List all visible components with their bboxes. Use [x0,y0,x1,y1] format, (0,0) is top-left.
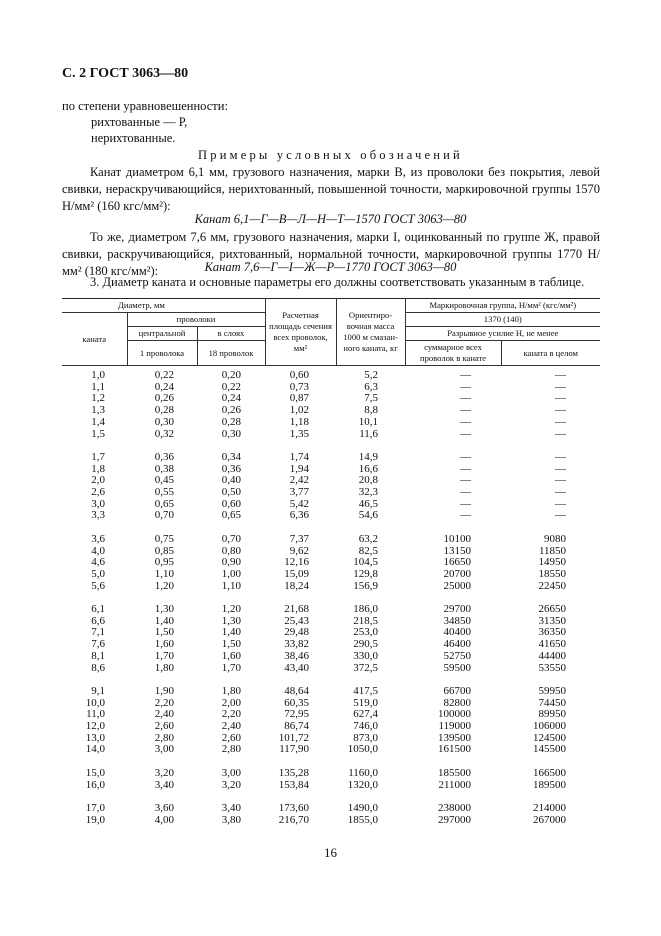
table-cell: 186,0 [353,603,379,616]
table-cell: 1,90 [154,684,174,697]
table-cell: 153,84 [278,778,310,791]
table-cell: 0,24 [221,392,242,405]
table-cell: 16,6 [358,462,379,475]
table-cell: 1490,0 [347,801,379,814]
table-cell: 135,28 [278,766,310,779]
table-cell: 82,5 [358,544,379,557]
table-row [62,417,600,429]
table-cell: — [555,486,567,499]
table-row [62,651,600,663]
table-cell: 5,2 [364,369,379,381]
table-cell: 129,8 [353,567,379,580]
table-row [62,768,600,780]
table-cell: 29,48 [284,626,310,639]
table-cell: 1160,0 [348,766,379,779]
table-row [62,452,600,464]
table-cell: 1,74 [289,450,310,463]
table-cell: 1,3 [91,404,105,417]
table-cell: 1,02 [289,404,310,417]
table-cell: 1,20 [154,579,174,592]
table-cell: 3,20 [154,766,174,779]
table-cell: 25000 [443,579,472,592]
group-value-header: 1370 (140) [405,313,600,327]
table-cell: 1,60 [221,649,242,662]
table-cell: 11850 [538,544,567,557]
breaking-force-header: Разрывное усилие Н, не менее [405,327,600,341]
table-row [62,464,600,476]
table-cell: 72,95 [284,708,310,721]
table-cell: 20700 [443,567,472,580]
table-cell: 1,50 [221,638,242,651]
table-cell: 1,10 [154,567,174,580]
table-cell: 156,9 [353,579,379,592]
table-row [62,557,600,569]
table-cell: 0,95 [154,556,174,569]
table-cell: 59500 [443,661,472,674]
table-cell: 82800 [443,696,472,709]
table-cell: 8,6 [91,661,105,674]
table-row [62,744,600,756]
table-cell: 15,09 [284,567,310,580]
area-header: Расчетная площадь сечения всех проволок, мм² [265,299,336,366]
table-row [62,733,600,745]
table-cell: 4,6 [91,556,105,569]
group-spacer [62,756,600,768]
page-number: 16 [324,845,337,860]
table-cell: 124500 [533,731,567,744]
table-cell: 29700 [443,603,472,616]
table-cell: 3,40 [154,778,174,791]
table-cell: 185500 [438,766,472,779]
table-row [62,487,600,499]
table-cell: 4,0 [91,544,105,557]
table-row [62,581,600,593]
table-cell: 253,0 [353,626,379,639]
table-cell: 746,0 [353,720,379,733]
table-cell: 1,00 [221,567,242,580]
table-cell: 2,20 [221,708,242,721]
table-cell: 12,16 [284,556,310,569]
group-spacer [62,791,600,803]
table-cell: 3,40 [221,801,242,814]
table-cell: 211000 [438,778,472,791]
table-cell: 214000 [533,801,567,814]
rope-diameter-header: каната [62,313,127,366]
table-cell: 44400 [538,649,567,662]
table-row [62,534,600,546]
table-cell: 5,42 [289,497,310,510]
table-cell: 519,0 [353,696,379,709]
table-cell: 166500 [533,766,567,779]
table-cell: 0,30 [221,427,242,440]
table-row [62,382,600,394]
rope-parameters-table [62,298,600,826]
table-row [62,405,600,417]
example-1-designation: Канат 6,1—Г—В—Л—Н—Т—1570 ГОСТ 3063—80 [194,212,467,226]
table-cell: 1,30 [154,603,174,616]
table-cell: 31350 [538,614,567,627]
table-cell: 104,5 [353,556,379,569]
table-cell: 1,35 [289,427,310,440]
table-cell: 0,73 [289,380,310,393]
table-cell: 1855,0 [347,813,379,826]
table-cell: 0,55 [154,486,174,499]
table-cell: 2,42 [289,474,310,487]
group-spacer [62,592,600,604]
table-cell: 2,20 [154,696,174,709]
table-cell: 41650 [538,638,567,651]
table-cell: 290,5 [353,638,379,651]
table-cell: 1,2 [91,392,105,405]
table-cell: 40400 [443,626,472,639]
table-cell: 1,8 [91,462,105,475]
table-cell: 19,0 [85,813,105,826]
table-cell: 7,1 [91,626,105,639]
one-wire-header: 1 проволока [127,341,197,366]
table-cell: 0,28 [221,415,242,428]
table-cell: 0,80 [221,544,242,557]
table-cell: 2,40 [221,720,242,733]
layer-wires-header: в слоях [197,327,265,341]
total-wires-force-header: суммарное всех проволок в канате [405,341,501,366]
table-cell: 161500 [438,743,472,756]
table-cell: 106000 [533,720,567,733]
table-cell: 5,0 [91,567,105,580]
table-cell: 6,1 [91,603,105,616]
table-cell: 0,36 [221,462,242,475]
table-cell: 0,26 [154,392,174,405]
table-cell: 3,20 [221,778,242,791]
table-cell: 1,80 [221,684,242,697]
table-cell: 0,45 [154,474,174,487]
table-cell: 8,1 [91,649,105,662]
table-cell: 1,94 [289,462,310,475]
table-cell: 0,32 [154,427,174,440]
table-cell: 119000 [438,720,472,733]
table-cell: 26650 [538,603,567,616]
table-cell: 15,0 [85,766,105,779]
table-cell: 3,80 [221,813,242,826]
table-cell: 100000 [438,708,472,721]
table-row [62,569,600,581]
table-cell: 7,37 [289,532,310,545]
table-cell: 48,64 [284,684,310,697]
table-cell: 297000 [438,813,472,826]
table-cell: — [460,474,472,487]
table-cell: 627,4 [353,708,379,721]
table-cell: 0,22 [154,369,174,381]
table-cell: — [555,462,567,475]
table-row [62,627,600,639]
clause-3: 3. Диаметр каната и основные параметры его должны соответствовать указанным в таблице. [90,275,585,289]
table-row [62,546,600,558]
table-cell: 0,75 [154,532,174,545]
table-row [62,616,600,628]
marking-group-header: Маркировочная группа, Н/мм² (кгс/мм²) [405,299,600,313]
table-cell: 5,6 [91,579,105,592]
table-cell: 3,77 [289,486,310,499]
table-row [62,475,600,487]
table-cell: 417,5 [353,684,379,697]
table-cell: 1,1 [91,380,105,393]
table-cell: 0,85 [154,544,174,557]
table-cell: 1320,0 [347,778,379,791]
table-cell: 0,90 [221,556,242,569]
table-cell: 2,40 [154,708,174,721]
table-cell: 0,60 [221,497,242,510]
table-cell: 330,0 [353,649,379,662]
table-cell: — [555,497,567,510]
table-cell: 101,72 [278,731,310,744]
table-cell: — [460,486,472,499]
table-cell: 4,00 [154,813,174,826]
table-cell: 18,24 [284,579,310,592]
table-cell: 7,5 [364,392,379,405]
central-wire-header: центральной [127,327,197,341]
table-cell: 3,6 [91,532,105,545]
table-cell: 18550 [538,567,567,580]
table-cell: 9080 [544,532,567,545]
table-cell: 11,0 [86,708,105,721]
table-cell: 22450 [538,579,567,592]
table-cell: 1,18 [289,415,310,428]
page-header: С. 2 ГОСТ 3063—80 [62,66,189,81]
table-cell: 189500 [533,778,567,791]
table-cell: 3,60 [154,801,174,814]
example-1-text: Канат диаметром 6,1 мм, грузового назначения, марки В, из проволоки без покрытия, левой свивки, нераскручивающийся, нерихтованный, повышенной точности, маркировочной группы 1570 Н/мм² (160 кгс/мм²): [62,165,600,213]
table-row [62,499,600,511]
table-cell: 63,2 [358,532,379,545]
table-cell: — [555,404,567,417]
table-cell: 66700 [443,684,472,697]
table-cell: 0,20 [221,369,242,381]
table-cell: 60,35 [284,696,310,709]
example-2-text: То же, диаметром 7,6 мм, грузового назначения, марки I, оцинкованный по группе Ж, правой свивки, раскручивающийся, рихтованный, нормальной точности, маркировочной группы 1770 Н/мм² (180 кгс/мм²): [62,230,600,278]
table-cell: 1,70 [221,661,242,674]
table-cell: 6,3 [364,380,379,393]
table-cell: 6,6 [91,614,105,627]
table-cell: 2,80 [154,731,174,744]
table-cell: — [460,450,472,463]
table-cell: 16,0 [85,778,105,791]
table-cell: 0,70 [154,509,174,522]
wires-header: проволоки [127,313,265,327]
table-cell: 0,65 [154,497,174,510]
table-cell: — [460,462,472,475]
table-cell: 1,50 [154,626,174,639]
table-cell: 1,0 [91,369,105,381]
table-cell: 14,0 [85,743,105,756]
table-cell: 53550 [538,661,567,674]
table-cell: 117,90 [279,743,310,756]
table-row [62,510,600,522]
table-row [62,686,600,698]
table-cell: 1,40 [154,614,174,627]
table-cell: 0,24 [154,380,174,393]
table-cell: — [460,369,472,381]
table-cell: 1,7 [91,450,105,463]
table-cell: 1,30 [221,614,242,627]
table-cell: 216,70 [278,813,310,826]
table-cell: 873,0 [353,731,379,744]
table-cell: — [460,497,472,510]
table-cell: 6,36 [289,509,310,522]
table-cell: 2,0 [91,474,105,487]
table-cell: 38,46 [284,649,310,662]
table-cell: — [460,380,472,393]
table-cell: 9,1 [91,684,105,697]
table-cell: 14950 [538,556,567,569]
table-cell: 0,38 [154,462,174,475]
table-cell: 11,6 [359,427,379,440]
table-cell: 46,5 [358,497,379,510]
table-row [62,698,600,710]
group-spacer [62,440,600,452]
table-cell: 0,30 [154,415,174,428]
table-cell: — [555,415,567,428]
table-cell: 0,60 [289,369,310,381]
table-cell: — [555,474,567,487]
table-cell: 218,5 [353,614,379,627]
table-cell: 54,6 [358,509,379,522]
table-cell: 2,00 [221,696,242,709]
table-cell: 33,82 [284,638,310,651]
table-cell: — [460,415,472,428]
table-cell: 3,00 [221,766,242,779]
table-cell: — [555,427,567,440]
table-cell: 1,20 [221,603,242,616]
table-row [62,604,600,616]
table-cell: 34850 [443,614,472,627]
table-cell: 2,6 [91,486,105,499]
table-cell: 43,40 [284,661,310,674]
mass-header: Ориентиро-вочная масса 1000 м смазан-ного каната, кг [336,299,405,366]
table-row [62,780,600,792]
diameter-header: Диаметр, мм [62,299,265,313]
table-row [62,639,600,651]
table-cell: 1,4 [91,415,105,428]
table-cell: — [555,380,567,393]
table-cell: 238000 [438,801,472,814]
table-cell: 2,60 [221,731,242,744]
rope-force-header: каната в целом [501,341,600,366]
table-row [62,815,600,827]
balance-type-nerikhtovannye: нерихтованные. [91,131,176,145]
table-cell: 9,62 [289,544,310,557]
eighteen-wires-header: 18 проволок [197,341,265,366]
table-cell: — [460,404,472,417]
table-cell: 52750 [443,649,472,662]
table-row [62,663,600,675]
table-cell: 8,8 [364,404,379,417]
table-cell: 89950 [538,708,567,721]
table-cell: 0,34 [221,450,242,463]
table-row [62,393,600,405]
table-cell: — [555,369,567,381]
table-cell: 1,60 [154,638,174,651]
table-body [62,366,600,827]
table-cell: 1,10 [221,579,242,592]
table-cell: 36350 [538,626,567,639]
table-cell: 1050,0 [347,743,379,756]
table-cell: 10,0 [85,696,105,709]
table-cell: 74450 [538,696,567,709]
table-cell: 0,65 [221,509,242,522]
table-cell: 1,5 [91,427,105,440]
table-row [62,803,600,815]
table-cell: 3,3 [91,509,105,522]
table-cell: 10,1 [358,415,379,428]
table-cell: 0,26 [221,404,242,417]
table-cell: 21,68 [284,603,310,616]
table-cell: 32,3 [358,486,379,499]
table-cell: 145500 [533,743,567,756]
table-cell: 12,0 [85,720,105,733]
table-cell: — [555,509,567,522]
table-cell: 2,80 [221,743,242,756]
table-cell: 0,40 [221,474,242,487]
table-cell: 20,8 [358,474,379,487]
table-row [62,721,600,733]
table-cell: 372,5 [353,661,379,674]
table-cell: 139500 [438,731,472,744]
table-cell: — [460,392,472,405]
balance-intro: по степени уравновешенности: [62,99,228,113]
table-cell: 0,70 [221,532,242,545]
group-spacer [62,674,600,686]
table-cell: 10100 [443,532,472,545]
table-cell: 267000 [533,813,567,826]
table-cell: 2,60 [154,720,174,733]
table-row [62,429,600,441]
table-cell: 1,80 [154,661,174,674]
table-cell: 16650 [443,556,472,569]
table-cell: 0,28 [154,404,174,417]
table-cell: 46400 [443,638,472,651]
table-cell: 0,36 [154,450,174,463]
table-cell: 3,0 [91,497,105,510]
balance-type-rikhtovannye: рихтованные — Р, [91,115,188,129]
table-cell: — [460,427,472,440]
table-cell: 13150 [443,544,472,557]
table-cell: — [555,392,567,405]
table-cell: 0,87 [289,392,310,405]
table-cell: 0,50 [221,486,242,499]
table-cell: 173,60 [278,801,310,814]
examples-heading: Примеры условных обозначений [198,148,463,162]
table-cell: 7,6 [91,638,105,651]
table-cell: 17,0 [85,801,105,814]
table-cell: 86,74 [284,720,310,733]
table-cell: 13,0 [85,731,105,744]
table-cell: 1,40 [221,626,242,639]
table-cell: 3,00 [154,743,174,756]
table-row [62,709,600,721]
table-cell: 59950 [538,684,567,697]
table-row [62,366,600,382]
table-cell: 0,22 [221,380,242,393]
table-cell: — [460,509,472,522]
table-cell: — [555,450,567,463]
example-2-designation: Канат 7,6—Г—I—Ж—Р—1770 ГОСТ 3063—80 [204,260,457,274]
table-cell: 1,70 [154,649,174,662]
group-spacer [62,522,600,534]
table-cell: 14,9 [358,450,379,463]
table-cell: 25,43 [284,614,310,627]
